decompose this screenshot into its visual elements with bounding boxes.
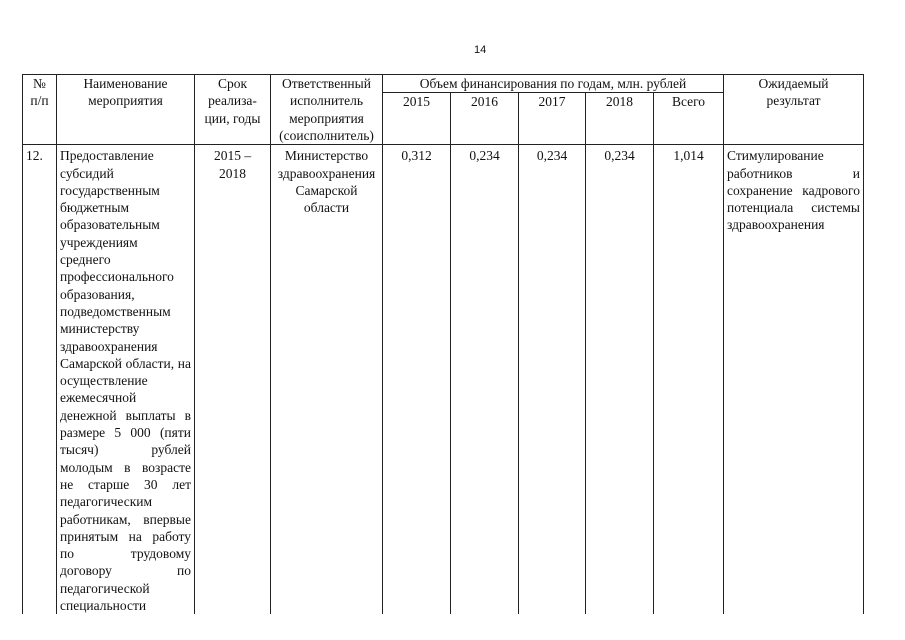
header-year-2017: 2017 (519, 93, 586, 145)
row-value-2018: 0,234 (586, 145, 654, 615)
header-term (195, 75, 271, 145)
header-result-text: Ожидаемый результат (758, 76, 829, 109)
header-funding-text: Объем финансирования по годам, млн. рублей (419, 76, 687, 91)
row-responsible-text: Министерство здравоохранения Самарской области (277, 148, 376, 216)
row-value-2015: 0,312 (383, 145, 451, 615)
page-number: 14 (474, 44, 487, 56)
header-num (23, 75, 57, 145)
row-value-total: 1,014 (654, 145, 724, 615)
row-value-2017: 0,234 (519, 145, 586, 615)
header-responsible-text: Ответственный исполнитель мероприятия (соисполнитель) (279, 76, 374, 143)
row-result: Стимулирование работников и сохранение кадрового потенциала системы здравоохранения (724, 145, 864, 615)
header-num-text: № п/п (30, 76, 49, 109)
header-name-text: Наименование мероприятия (83, 76, 168, 109)
header-responsible (271, 75, 383, 145)
header-year-2018: 2018 (586, 93, 654, 145)
row-name: Предоставление субсидий государственным бюджетным образовательным учреждениям среднего профессионального образования, подведомственным министерству здравоохранения Самарской области, на осуществление ежемесячной денежной выплаты в размере 5 000 (пяти тысяч) рублей молодым в возрасте не старше 30 лет педагогическим работникам, впервые принятым на работу по трудовому договору по педагогической специальности (57, 145, 195, 615)
row-term-text: 2015 – 2018 (213, 148, 252, 181)
funding-table (22, 74, 864, 614)
header-term-text: Срок реализа- ции, годы (204, 76, 261, 126)
header-result (724, 75, 864, 145)
header-name (57, 75, 195, 145)
row-term (195, 145, 271, 615)
header-year-2015: 2015 (383, 93, 451, 145)
row-num: 12. (23, 145, 57, 615)
table-row (23, 145, 864, 615)
header-funding (383, 75, 724, 93)
header-year-2016: 2016 (451, 93, 519, 145)
header-total: Всего (654, 93, 724, 145)
row-responsible (271, 145, 383, 615)
row-value-2016: 0,234 (451, 145, 519, 615)
